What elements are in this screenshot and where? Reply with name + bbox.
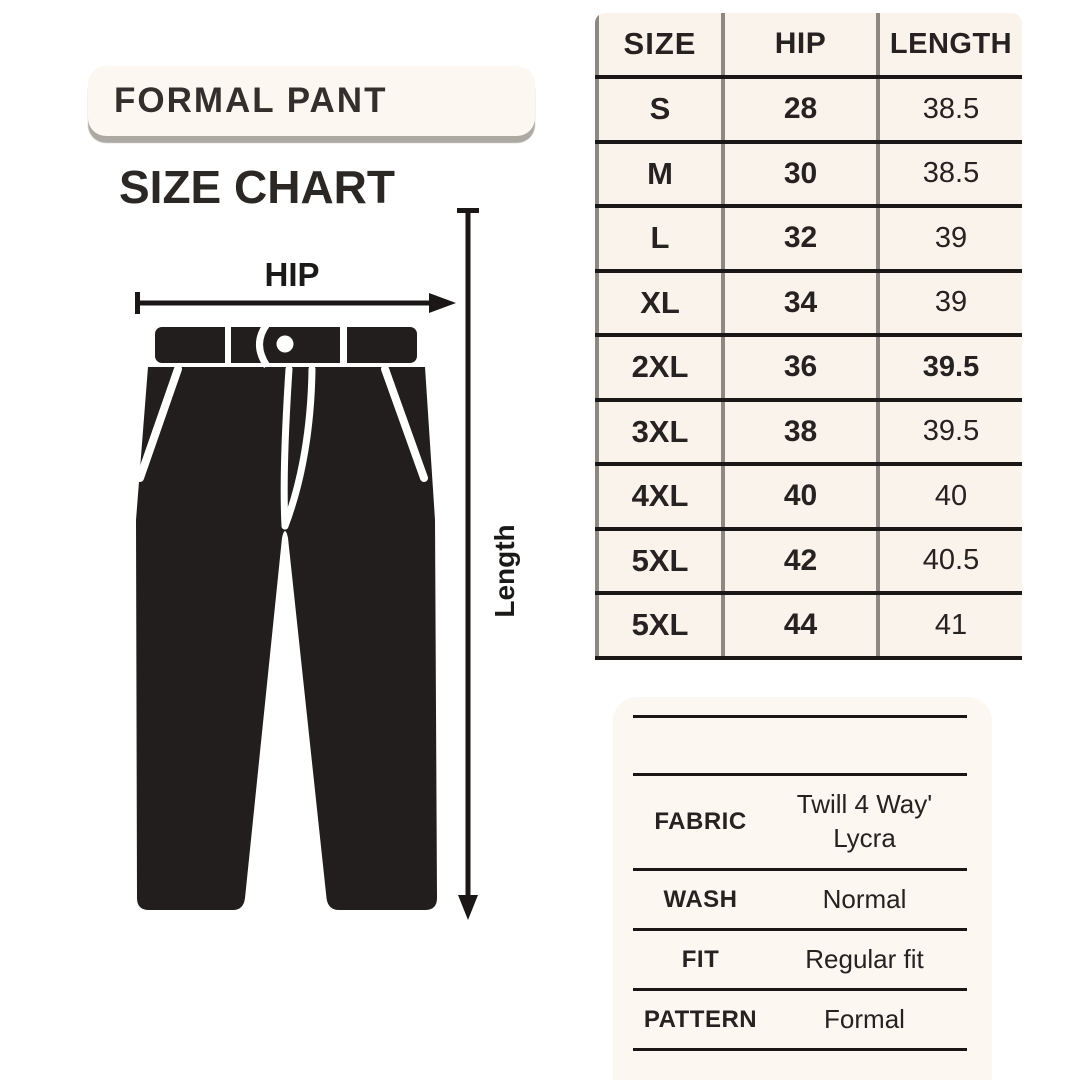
size-cell: XL <box>595 273 725 334</box>
detail-label: FABRIC <box>654 808 747 835</box>
length-measure-label: Length <box>489 524 520 618</box>
hip-cell: 42 <box>725 531 880 592</box>
length-cell: 39 <box>934 286 968 319</box>
hip-cell: 32 <box>725 208 880 269</box>
product-badge <box>88 66 535 136</box>
detail-value: Regular fit <box>805 943 924 974</box>
hip-cell: 34 <box>725 273 880 334</box>
length-cell: 39.5 <box>922 415 980 448</box>
product-badge-label: FORMAL PANT <box>114 81 388 120</box>
table-row <box>595 402 1022 467</box>
length-cell: 39.5 <box>922 350 980 383</box>
detail-value: Twill 4 Way' Lycra <box>796 789 933 853</box>
table-row <box>595 273 1022 338</box>
table-row <box>595 595 1022 660</box>
details-row-fabric <box>633 773 967 868</box>
detail-label: WASH <box>663 885 738 913</box>
size-cell: 4XL <box>595 466 725 527</box>
table-header-row <box>595 13 1022 79</box>
hip-cell: 38 <box>725 402 880 463</box>
length-cell: 39 <box>934 221 968 254</box>
size-cell: S <box>595 79 725 140</box>
hip-cell: 40 <box>725 466 880 527</box>
size-cell: M <box>595 144 725 205</box>
table-row <box>595 144 1022 209</box>
hip-cell: 44 <box>725 595 880 656</box>
detail-value: Normal <box>822 883 907 914</box>
size-cell: L <box>595 208 725 269</box>
table-row <box>595 337 1022 402</box>
size-cell: 3XL <box>595 402 725 463</box>
size-cell: 5XL <box>595 531 725 592</box>
hip-measure-label: HIP <box>264 256 320 293</box>
table-row <box>595 79 1022 144</box>
hip-cell: 30 <box>725 144 880 205</box>
column-header-hip: HIP <box>725 13 880 75</box>
pant-silhouette-icon <box>115 230 475 930</box>
details-row-fit <box>633 928 967 988</box>
size-chart-table <box>595 13 1022 660</box>
table-row <box>595 208 1022 273</box>
length-cell: 38.5 <box>922 157 980 190</box>
page-title: SIZE CHART <box>119 161 395 213</box>
details-row-wash <box>633 868 967 928</box>
detail-label: PATTERN <box>643 1005 758 1033</box>
length-measure-arrow-icon <box>450 206 486 922</box>
size-cell: 2XL <box>595 337 725 398</box>
length-cell: 40 <box>934 479 968 512</box>
column-header-length: LENGTH <box>889 27 1013 60</box>
detail-label: FIT <box>681 945 720 973</box>
table-row <box>595 531 1022 596</box>
detail-value: Formal <box>824 1003 905 1034</box>
details-empty-row <box>633 715 967 773</box>
table-row <box>595 466 1022 531</box>
length-cell: 40.5 <box>922 544 980 577</box>
details-panel <box>613 697 992 1080</box>
details-rows <box>633 715 967 1051</box>
hip-cell: 28 <box>725 79 880 140</box>
details-row-pattern <box>633 988 967 1051</box>
length-cell: 38.5 <box>922 92 980 125</box>
column-header-size: SIZE <box>595 13 725 75</box>
size-cell: 5XL <box>595 595 725 656</box>
hip-cell: 36 <box>725 337 880 398</box>
length-cell: 41 <box>934 608 968 641</box>
